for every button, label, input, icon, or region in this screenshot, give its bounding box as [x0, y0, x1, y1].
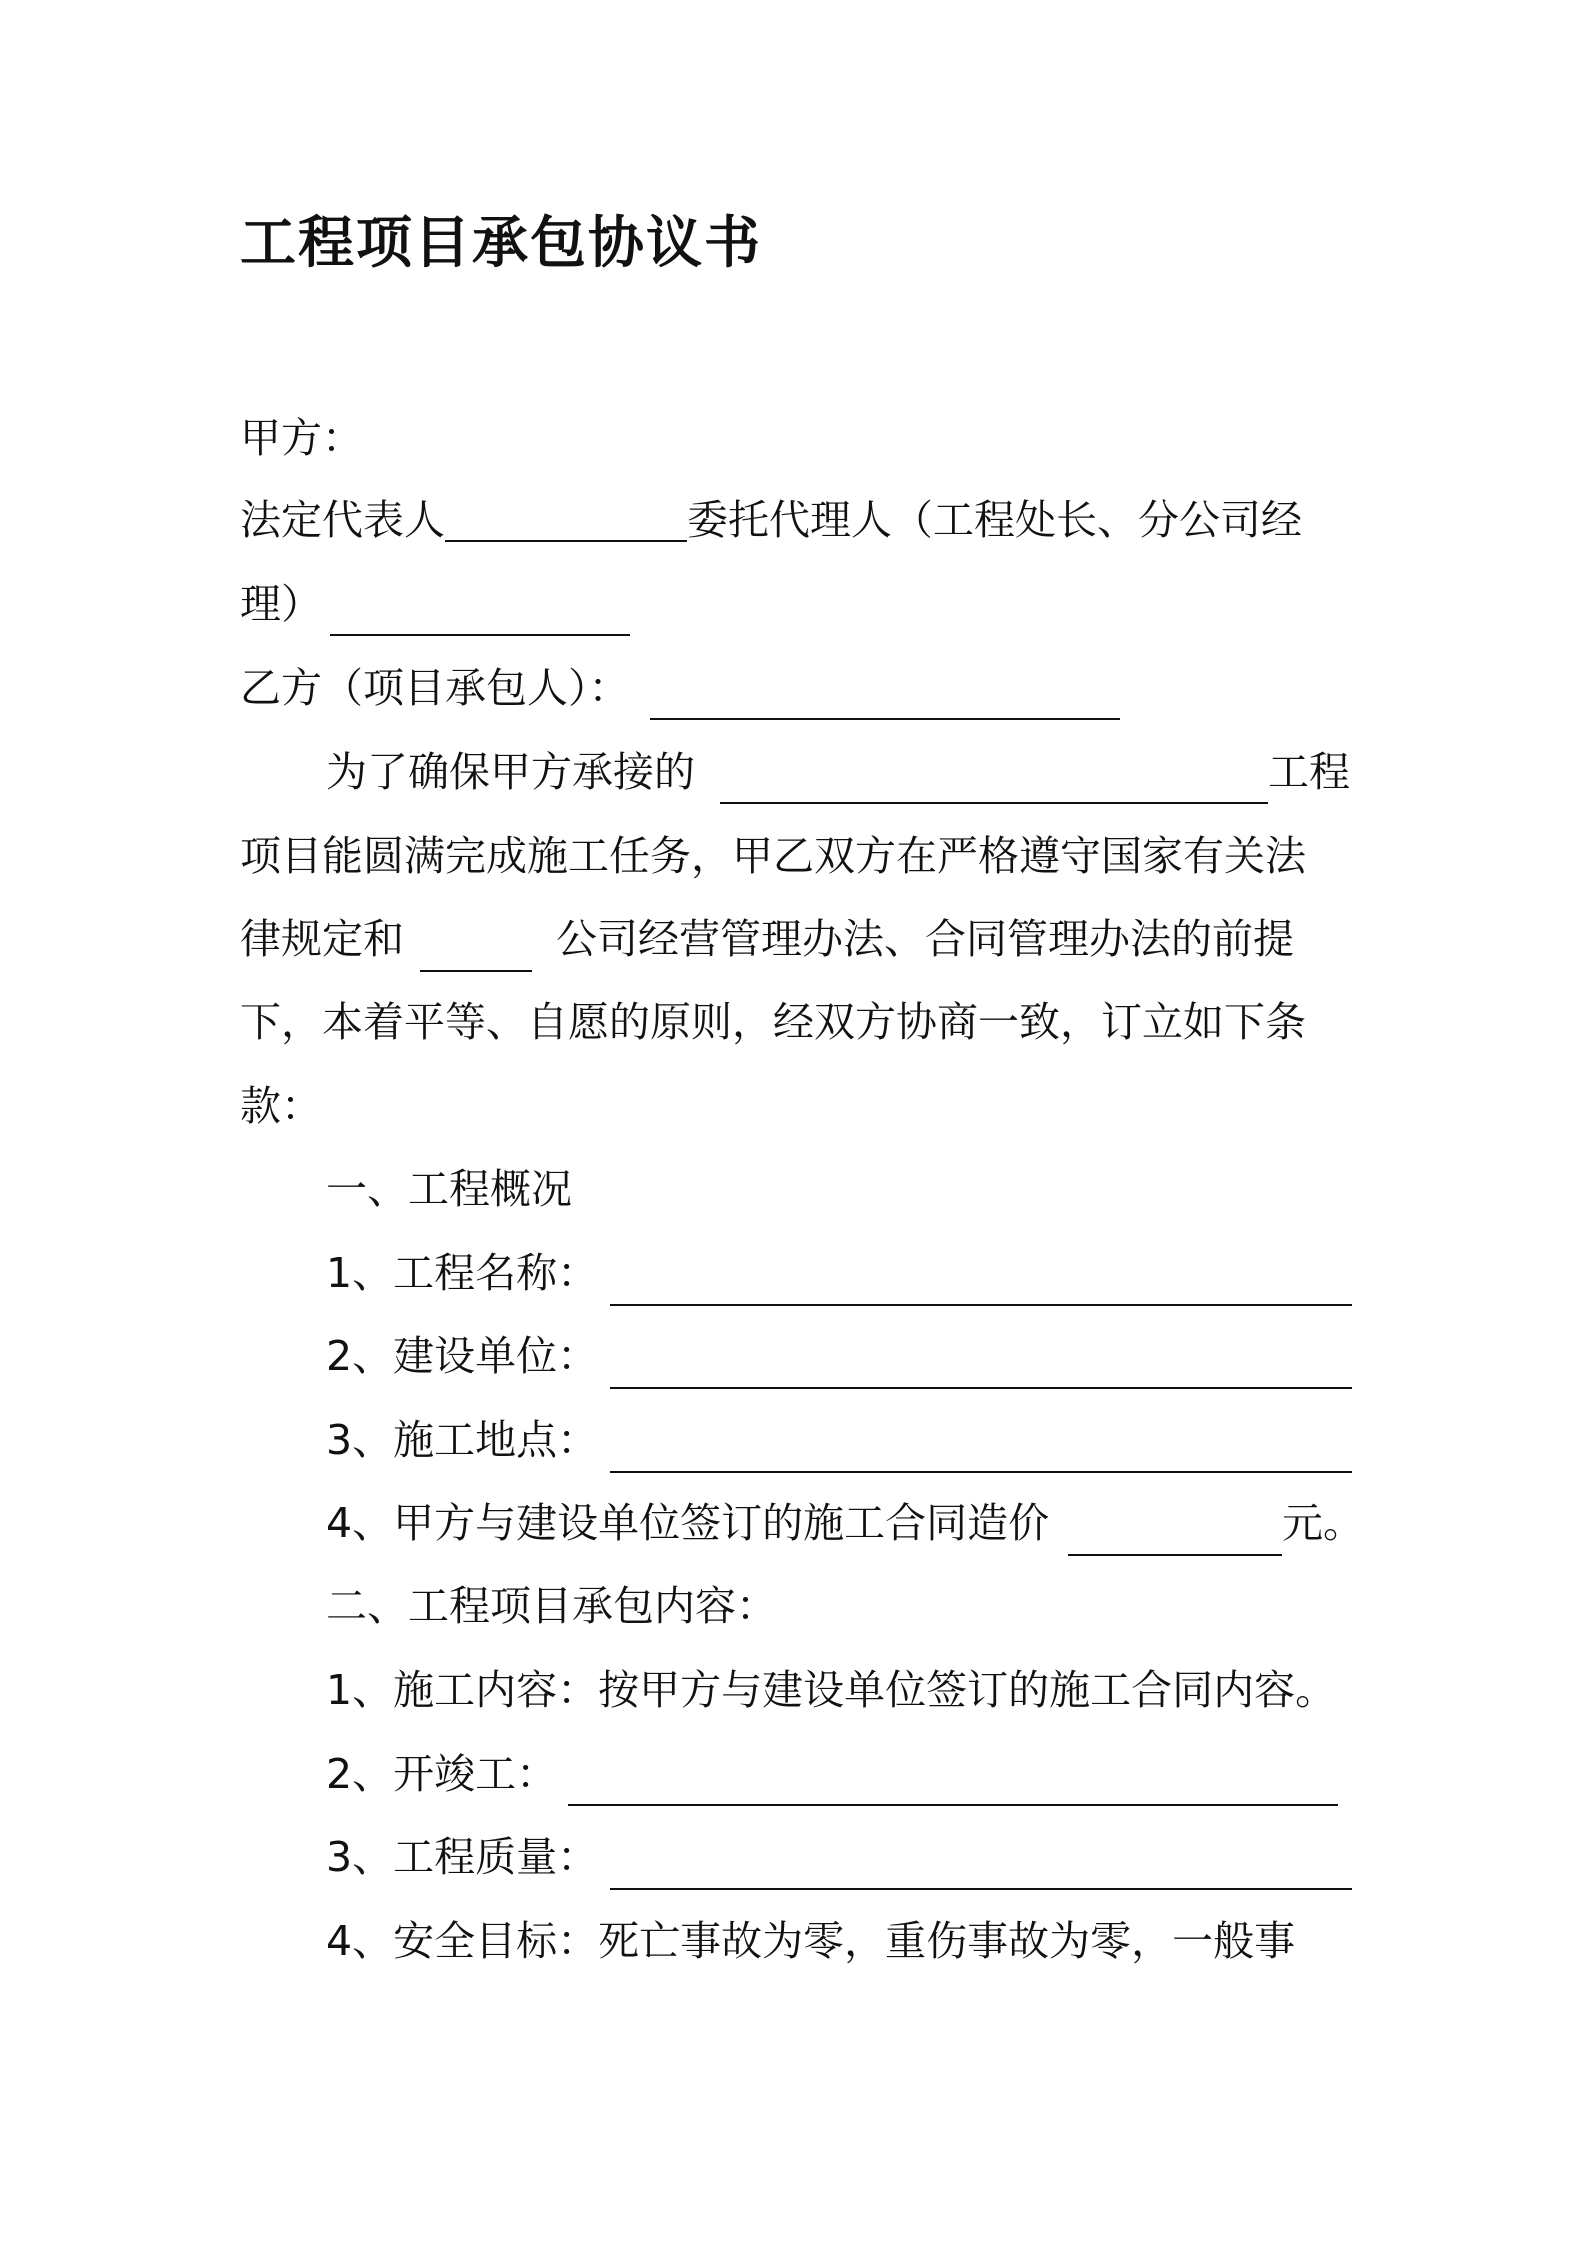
item2-4-line: 4、安全目标：死亡事故为零，重伤事故为零，一般事 [326, 1917, 1296, 1965]
item2-1-line: 1、施工内容：按甲方与建设单位签订的施工合同内容。 [326, 1666, 1337, 1714]
item1-1-label: 1、工程名称： [326, 1249, 599, 1297]
item1-2-label: 2、建设单位： [326, 1332, 599, 1380]
document-title: 工程项目承包协议书 [240, 211, 762, 276]
party-a-label: 甲方： [240, 414, 363, 462]
para3-start: 律规定和 [240, 915, 404, 963]
contract-price-field[interactable] [1068, 1552, 1282, 1556]
party-b-blank[interactable] [650, 716, 1120, 720]
schedule-field[interactable] [568, 1802, 1338, 1806]
item1-4-end: 元。 [1282, 1499, 1364, 1547]
quality-field[interactable] [610, 1886, 1352, 1890]
para3-end: 公司经营管理办法、合同管理办法的前提 [556, 915, 1294, 963]
agent-label: 委托代理人（工程处长、分公司经 [687, 496, 1302, 544]
company-blank[interactable] [420, 968, 532, 972]
party-b-label: 乙方（项目承包人）： [240, 664, 630, 712]
legal-rep-line [240, 494, 1302, 546]
item1-4-start: 4、甲方与建设单位签订的施工合同造价 [326, 1499, 1050, 1547]
section1-title: 一、工程概况 [326, 1165, 572, 1213]
construction-unit-field[interactable] [610, 1385, 1352, 1389]
legal-rep-label: 法定代表人 [240, 496, 445, 544]
para5-line: 款： [240, 1082, 322, 1130]
para4-line: 下，本着平等、自愿的原则，经双方协商一致，订立如下条 [240, 998, 1306, 1046]
project-name-blank[interactable] [720, 800, 1268, 804]
project-name-field[interactable] [610, 1302, 1352, 1306]
construction-site-field[interactable] [610, 1469, 1352, 1473]
item2-2-label: 2、开竣工： [326, 1750, 558, 1798]
para1-line [326, 746, 695, 798]
legal-rep-blank[interactable] [445, 494, 687, 542]
section2-title: 二、工程项目承包内容： [326, 1582, 777, 1630]
item1-3-label: 3、施工地点： [326, 1416, 599, 1464]
agent-label-cont: 理） [240, 580, 322, 628]
para1-end: 工程 [1268, 748, 1350, 796]
para1-start: 为了确保甲方承接的 [326, 748, 695, 796]
agent-blank[interactable] [330, 632, 630, 636]
item2-3-label: 3、工程质量： [326, 1833, 599, 1881]
agent-line-cont [240, 578, 322, 630]
para2-line: 项目能圆满完成施工任务，甲乙双方在严格遵守国家有关法 [240, 832, 1306, 880]
